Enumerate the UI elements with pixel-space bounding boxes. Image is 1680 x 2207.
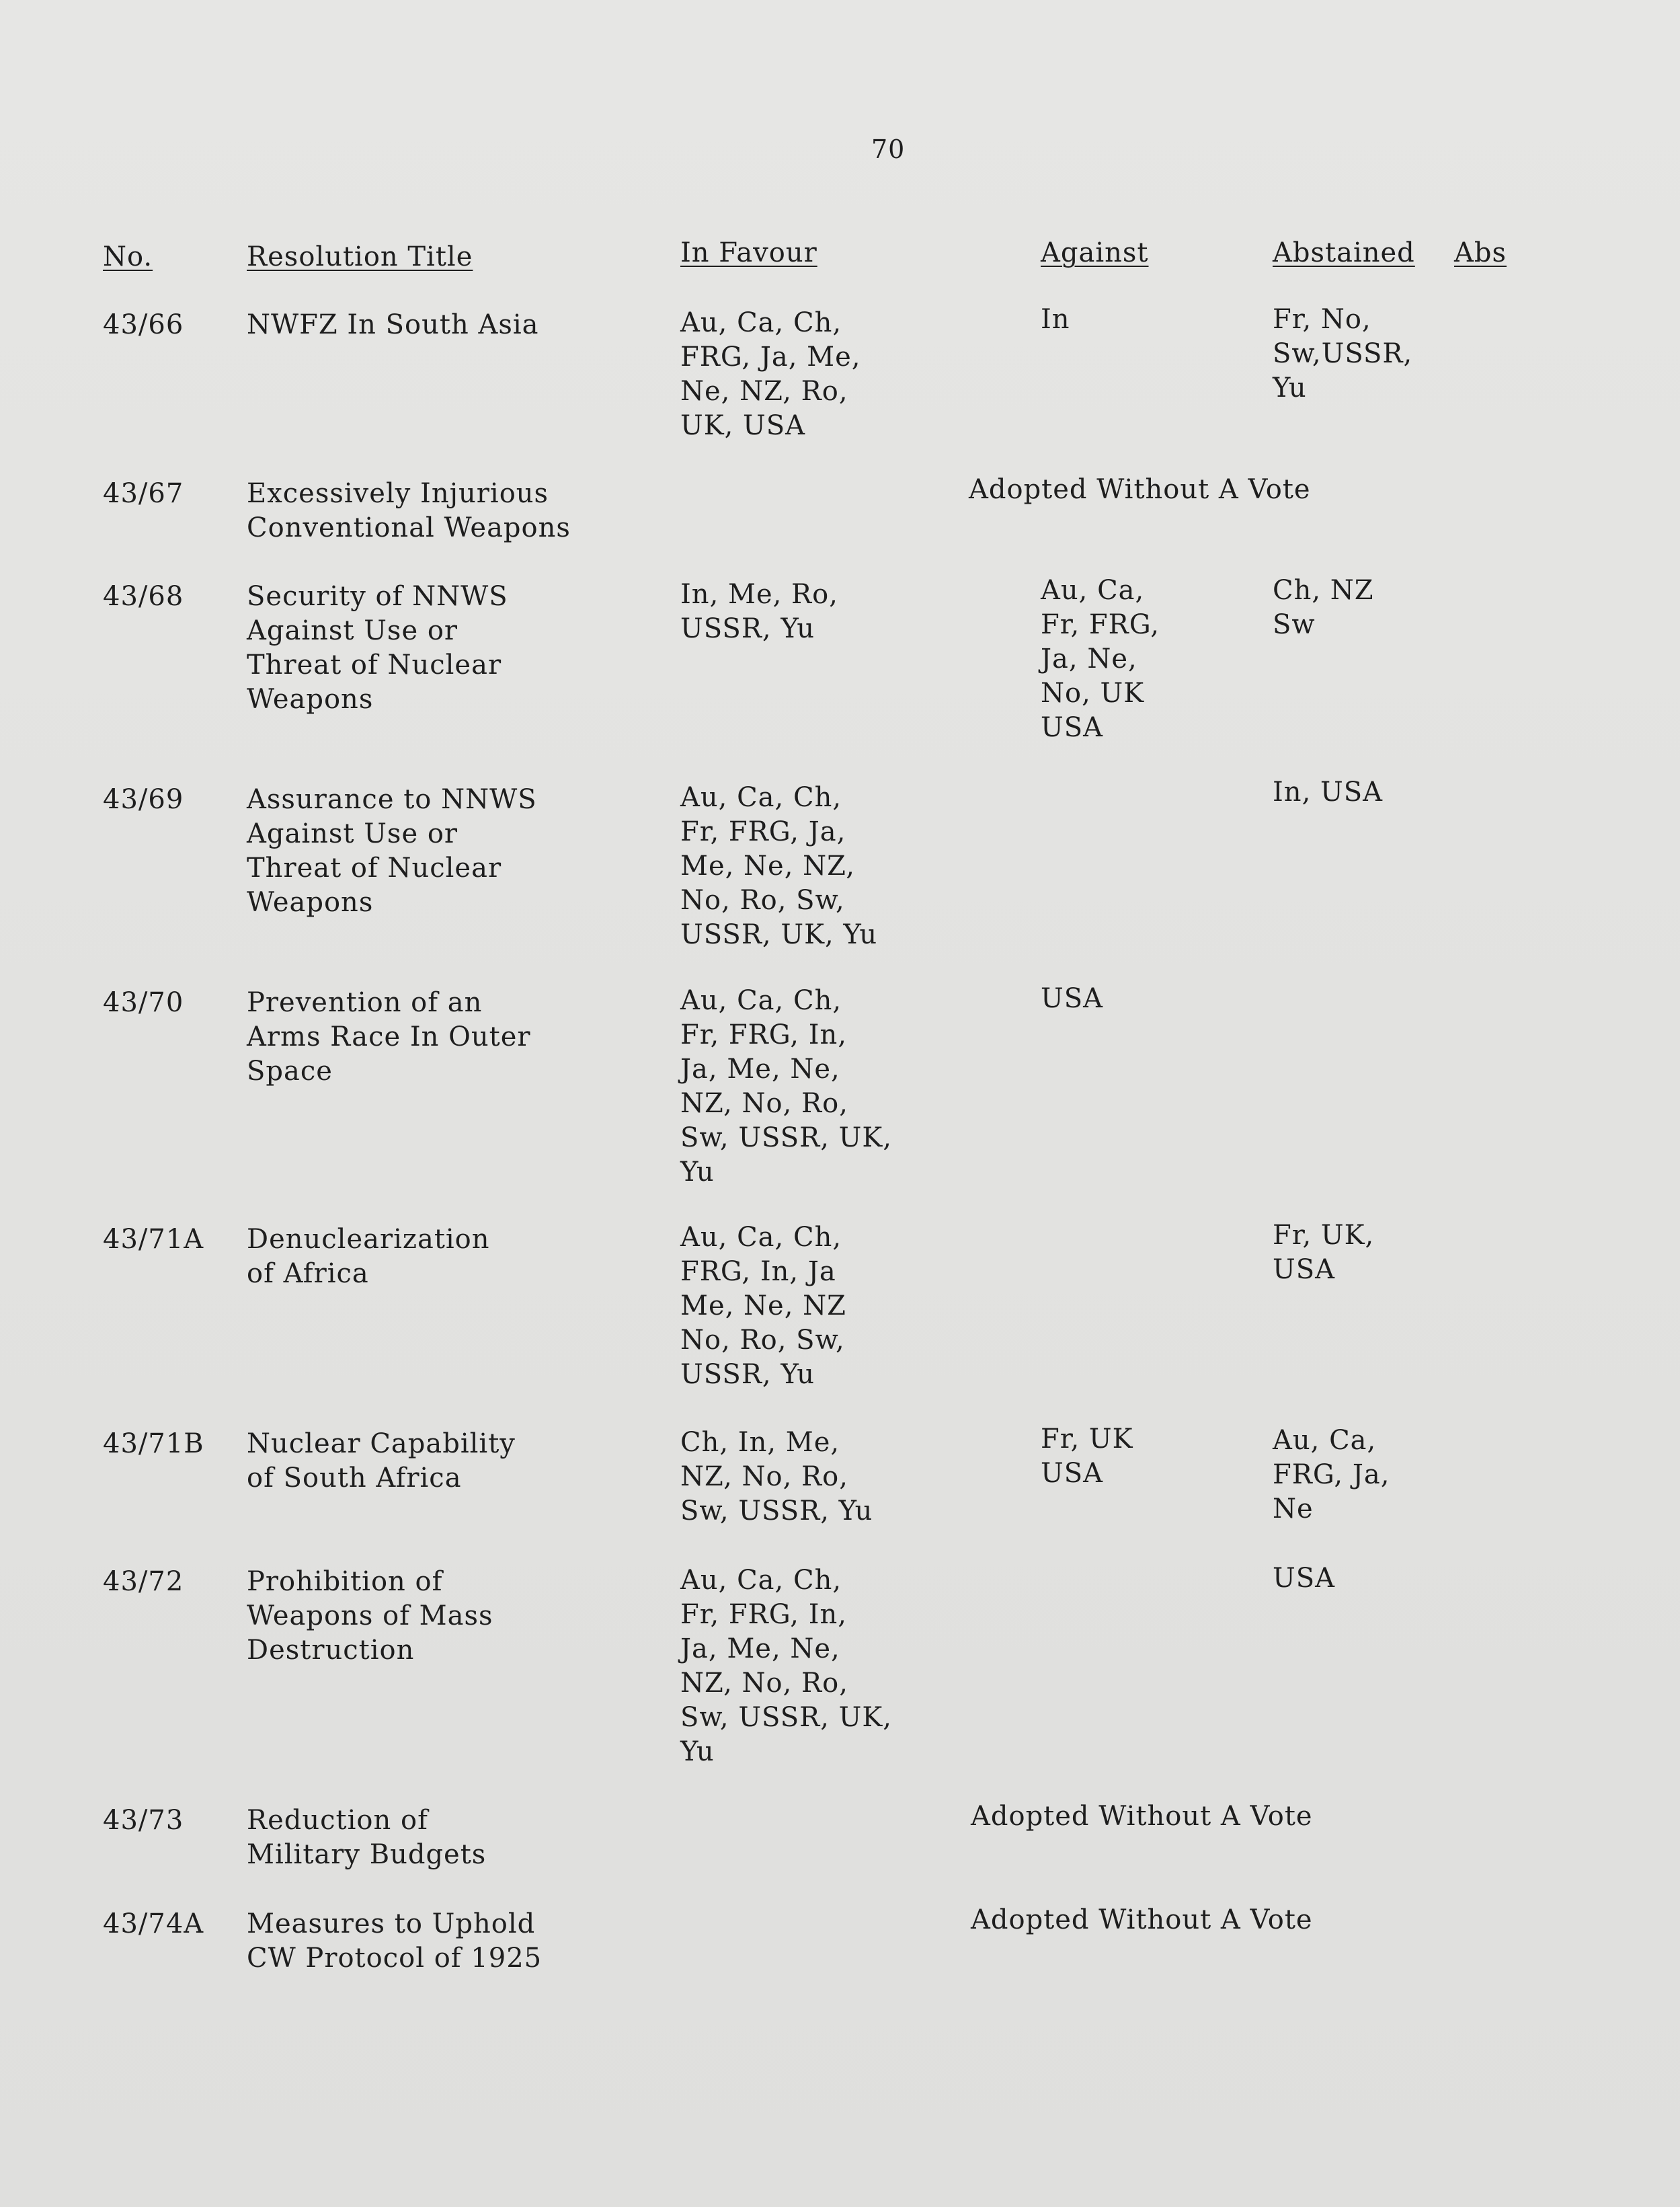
row-title: Denuclearization of Africa — [247, 1224, 490, 1289]
row-against: In — [1041, 304, 1070, 335]
row-in-favour: Au, Ca, Ch, FRG, Ja, Me, Ne, NZ, Ro, UK, USA — [680, 307, 861, 441]
row-in-favour: Au, Ca, Ch, Fr, FRG, In, Ja, Me, Ne, NZ, No, Ro, Sw, USSR, UK, Yu — [680, 985, 892, 1188]
row-number: 43/72 — [103, 1566, 184, 1597]
row-title: Assurance to NNWS Against Use or Threat of Nuclear Weapons — [247, 784, 537, 918]
row-number: 43/69 — [103, 784, 184, 815]
row-title: Measures to Uphold CW Protocol of 1925 — [247, 1908, 543, 1974]
row-abstained: Fr, No, Sw,USSR, Yu — [1273, 304, 1413, 403]
row-number: 43/70 — [103, 987, 184, 1018]
row-against: Au, Ca, Fr, FRG, Ja, Ne, No, UK USA — [1041, 575, 1160, 743]
row-number: 43/73 — [103, 1805, 184, 1836]
row-adopted-note: Adopted Without A Vote — [971, 1904, 1313, 1935]
row-against: USA — [1041, 983, 1103, 1014]
row-title: NWFZ In South Asia — [247, 309, 539, 340]
row-number: 43/67 — [103, 478, 184, 509]
header-in-favour: In Favour — [680, 237, 817, 268]
row-title: Reduction of Military Budgets — [247, 1805, 487, 1870]
row-abstained: In, USA — [1273, 777, 1383, 808]
header-resolution-title: Resolution Title — [247, 241, 473, 272]
row-abstained: Ch, NZ Sw — [1273, 575, 1374, 640]
header-abstained: Abstained — [1273, 237, 1415, 268]
row-number: 43/71B — [103, 1428, 204, 1459]
header-abs: Abs — [1454, 237, 1507, 268]
header-no: No. — [103, 241, 153, 272]
row-title: Security of NNWS Against Use or Threat of Nuclear Weapons — [247, 581, 508, 715]
row-in-favour: Au, Ca, Ch, Fr, FRG, Ja, Me, Ne, NZ, No, Ro, Sw, USSR, UK, Yu — [680, 782, 878, 950]
row-number: 43/68 — [103, 581, 184, 612]
row-number: 43/74A — [103, 1908, 204, 1939]
row-abstained: USA — [1273, 1563, 1335, 1594]
row-number: 43/66 — [103, 309, 184, 340]
row-title: Prohibition of Weapons of Mass Destruction — [247, 1566, 493, 1666]
row-title: Nuclear Capability of South Africa — [247, 1428, 516, 1494]
row-number: 43/71A — [103, 1224, 204, 1255]
row-title: Prevention of an Arms Race In Outer Space — [247, 987, 531, 1087]
header-against: Against — [1041, 237, 1149, 268]
row-abstained: Au, Ca, FRG, Ja, Ne — [1273, 1425, 1390, 1524]
row-in-favour: In, Me, Ro, USSR, Yu — [680, 579, 838, 644]
row-against: Fr, UK USA — [1041, 1424, 1133, 1489]
row-adopted-note: Adopted Without A Vote — [969, 474, 1311, 505]
row-in-favour: Au, Ca, Ch, FRG, In, Ja Me, Ne, NZ No, Ro, Sw, USSR, Yu — [680, 1222, 846, 1390]
row-in-favour: Au, Ca, Ch, Fr, FRG, In, Ja, Me, Ne, NZ, No, Ro, Sw, USSR, UK, Yu — [680, 1565, 892, 1767]
page-number: 70 — [871, 134, 906, 164]
row-adopted-note: Adopted Without A Vote — [971, 1801, 1313, 1832]
row-abstained: Fr, UK, USA — [1273, 1220, 1375, 1285]
row-in-favour: Ch, In, Me, NZ, No, Ro, Sw, USSR, Yu — [680, 1427, 873, 1526]
row-title: Excessively Injurious Conventional Weapons — [247, 478, 571, 543]
